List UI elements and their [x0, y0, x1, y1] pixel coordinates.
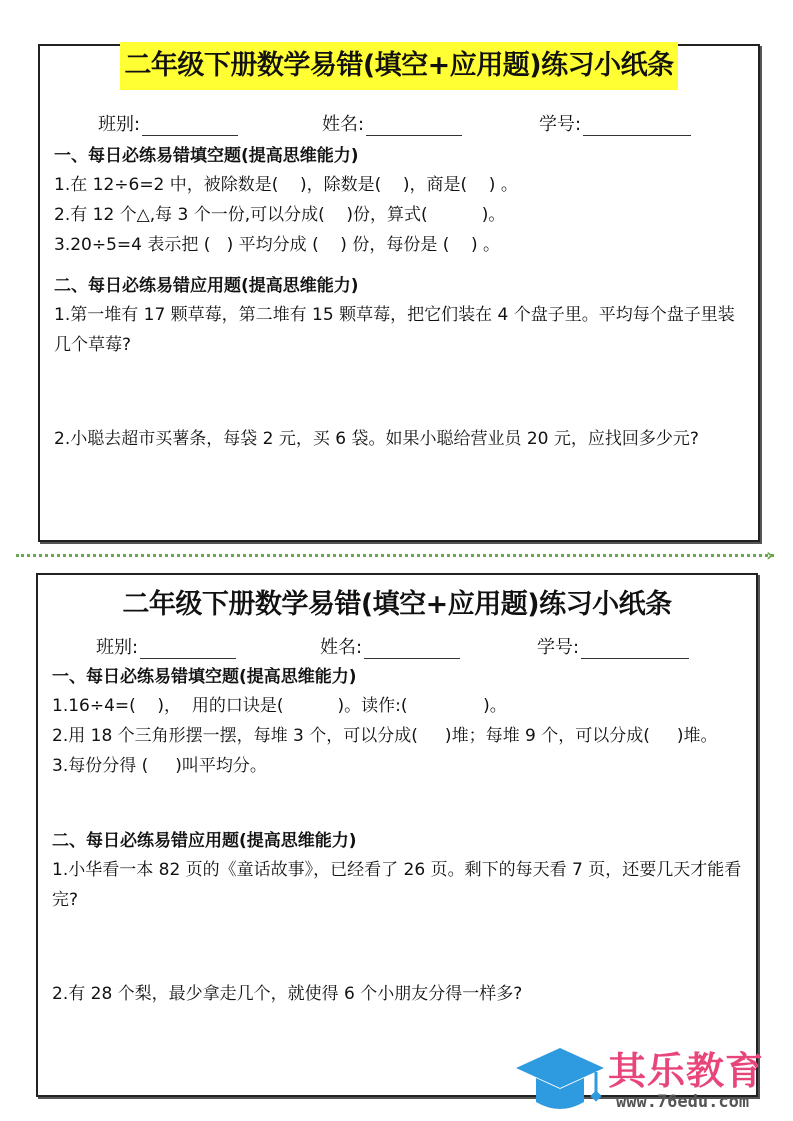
section-heading: 一、每日必练易错填空题(提高思维能力) — [52, 667, 357, 687]
section-heading: 二、每日必练易错应用题(提高思维能力) — [52, 831, 357, 851]
student-id-blank[interactable] — [581, 640, 689, 659]
brand-url: www.76edu.com — [616, 1092, 750, 1112]
question: 2.有 28 个梨，最少拿走几个，就使得 6 个小朋友分得一样多? — [52, 984, 523, 1004]
question: 1.16÷4=( )， 用的口诀是( )。读作:( )。 — [52, 696, 507, 716]
student-info-row — [98, 110, 698, 136]
class-field[interactable] — [96, 633, 316, 659]
worksheet-title: 二年级下册数学易错(填空+应用题)练习小纸条 — [122, 589, 672, 620]
student-id-label: 学号: — [537, 637, 580, 658]
worksheet-top — [38, 44, 760, 542]
brand-name: 其乐教育 — [608, 1049, 765, 1093]
class-label: 班别: — [98, 114, 141, 135]
fill-blank-section — [52, 663, 742, 781]
question: 3.20÷5=4 表示把 ( ) 平均分成 ( ) 份，每份是 ( ) 。 — [54, 235, 501, 255]
graduation-cap-icon — [512, 1042, 608, 1114]
question: 1.在 12÷6=2 中，被除数是( )，除数是( )，商是( ) 。 — [54, 175, 518, 195]
name-field[interactable] — [322, 110, 539, 136]
question: 2.用 18 个三角形摆一摆，每堆 3 个，可以分成( )堆；每堆 9 个，可以分成( )堆。 — [52, 726, 718, 746]
name-field[interactable] — [320, 633, 537, 659]
student-id-label: 学号: — [539, 114, 582, 135]
word-problem-section — [52, 827, 742, 915]
dotted-divider — [16, 554, 774, 557]
question: 3.每份分得 ( )叫平均分。 — [52, 756, 267, 776]
name-label: 姓名: — [320, 637, 363, 658]
question: 2.有 12 个△,每 3 个一份,可以分成( )份，算式( )。 — [54, 205, 506, 225]
question: 1.小华看一本 82 页的《童话故事》，已经看了 26 页。剩下的每天看 7 页，还要几天才能看完? — [52, 860, 742, 910]
student-id-blank[interactable] — [583, 117, 691, 136]
worksheet-title: 二年级下册数学易错(填空+应用题)练习小纸条 — [120, 42, 677, 90]
question: 2.小聪去超市买薯条，每袋 2 元，买 6 袋。如果小聪给营业员 20 元，应找回多少元? — [54, 429, 699, 449]
name-label: 姓名: — [322, 114, 365, 135]
class-blank[interactable] — [140, 640, 236, 659]
student-id-field[interactable] — [539, 110, 691, 136]
class-label: 班别: — [96, 637, 139, 658]
question: 1.第一堆有 17 颗草莓，第二堆有 15 颗草莓，把它们装在 4 个盘子里。平均每个盘子里装几个草莓? — [54, 305, 735, 355]
worksheet-bottom — [36, 573, 758, 1097]
fill-blank-section — [54, 142, 744, 260]
class-field[interactable] — [98, 110, 318, 136]
section-heading: 二、每日必练易错应用题(提高思维能力) — [54, 276, 359, 296]
class-blank[interactable] — [142, 117, 238, 136]
student-id-field[interactable] — [537, 633, 689, 659]
word-problem-section — [54, 272, 744, 360]
chevron-right-icon: › — [766, 545, 774, 566]
student-info-row — [96, 633, 696, 659]
name-blank[interactable] — [366, 117, 462, 136]
section-heading: 一、每日必练易错填空题(提高思维能力) — [54, 146, 359, 166]
watermark-logo — [512, 1040, 792, 1115]
name-blank[interactable] — [364, 640, 460, 659]
